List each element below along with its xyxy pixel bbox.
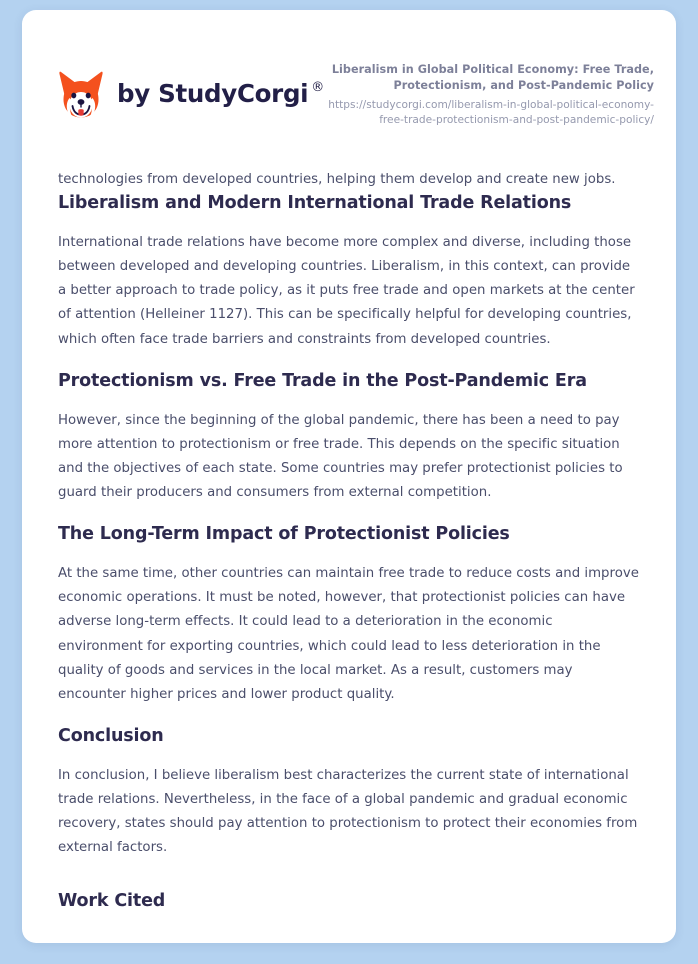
brand-wordmark [117,78,324,108]
brand-name-text: by StudyCorgi [117,78,309,108]
section-heading: Liberalism and Modern International Trade Relations [58,193,572,214]
section-paragraph: At the same time, other countries can maintain free trade to reduce costs and improve economic operations. It must be noted, however, that protectionist policies can have adverse long-term effects. It could lead to a deterioration in the economic environment for exporting countries, which could lead to less deterioration in the quality of goods and services in the local market. As a result, customers may encounter higher prices and lower product quality. [58,566,639,702]
document-header [22,10,676,128]
section-heading: The Long-Term Impact of Protectionist Policies [58,524,510,545]
section-heading: Protectionism vs. Free Trade in the Post-Pandemic Era [58,370,587,391]
section-conclusion [58,725,640,861]
document-title: Liberalism in Global Political Economy: Free Trade, Protectionism, and Post-Pandemic Policy [331,63,654,92]
document-body [22,128,676,913]
section-long-term-impact [58,523,640,707]
corgi-logo-icon [58,68,104,120]
section-paragraph: International trade relations have become more complex and diverse, including those between developed and developing countries. Liberalism, in this context, can provide a better approach to trade policy, as it puts free trade and open markets at the center of attention (Helleiner 1127). This can be specifically helpful for developing countries, which often face trade barriers and constraints from developed countries. [58,234,635,347]
section-heading: Conclusion [58,726,164,747]
header-meta [324,60,654,128]
document-page-card [22,10,676,943]
registered-trademark-icon: ® [311,79,324,95]
continued-paragraph: technologies from developed countries, helping them develop and create new jobs. [58,171,616,187]
section-protectionism-vs-free-trade [58,370,640,506]
section-paragraph: In conclusion, I believe liberalism best characterizes the current state of international trade relations. Nevertheless, in the face of a global pandemic and gradual economic recovery, states should pay attention to protectionism to protect their economies from external factors. [58,767,638,856]
works-cited-heading: Work Cited [58,890,166,911]
section-liberalism-modern-trade [58,192,640,352]
brand-logo-group [58,60,324,120]
document-source-url[interactable]: https://studycorgi.com/liberalism-in-global-political-economy-free-trade-protectionism-and-post-pandemic-policy/ [328,98,654,126]
section-paragraph: However, since the beginning of the global pandemic, there has been a need to pay more attention to protectionism or free trade. This depends on the specific situation and the objectives of each state. Some countries may prefer protectionist policies to guard their producers and consumers from external competition. [58,412,623,501]
